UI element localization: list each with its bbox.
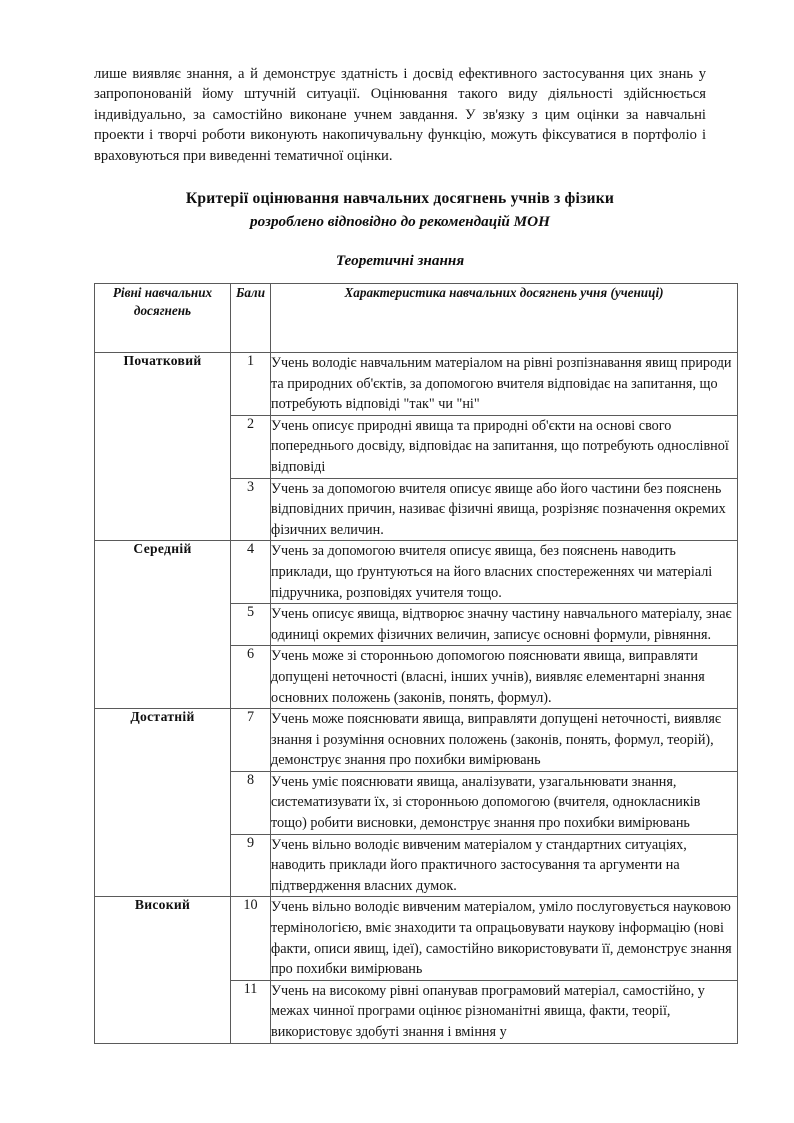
column-header-score: Бали <box>231 284 271 353</box>
score-cell: 7 <box>231 709 271 772</box>
description-cell: Учень уміє пояснювати явища, аналізувати, узагальнювати знання, систематизувати їх, зі сторонньою допомогою (вчителя, однокласників тощо) робити висновки, демонструє знання про похибки вимірювань <box>271 771 738 834</box>
description-cell: Учень може зі сторонньою допомогою пояснювати явища, виправляти допущені неточності (власні, інших учнів), виявляє елементарні знання основних положень (законів, понять, формул). <box>271 646 738 709</box>
page-title: Критерії оцінювання навчальних досягнень учнів з фізики <box>185 190 615 207</box>
table-row <box>95 353 738 416</box>
score-cell: 11 <box>231 980 271 1043</box>
score-cell: 2 <box>231 415 271 478</box>
score-cell: 3 <box>231 478 271 541</box>
table-body <box>95 353 738 1044</box>
score-cell: 6 <box>231 646 271 709</box>
description-cell: Учень вільно володіє вивченим матеріалом у стандартних ситуаціях, наводить приклади його практичного застосування та аргументи на підтвердження власних думок. <box>271 834 738 897</box>
criteria-table <box>94 283 738 1044</box>
score-cell: 1 <box>231 353 271 416</box>
description-cell: Учень володіє навчальним матеріалом на рівні розпізнавання явищ природи та природних об'єктів, за допомогою вчителя відповідає на запитання, що потребують відповіді "так" чи "ні" <box>271 353 738 416</box>
table-row <box>95 897 738 980</box>
table-header-row <box>95 284 738 353</box>
score-cell: 8 <box>231 771 271 834</box>
level-cell: Початковий <box>95 353 231 541</box>
column-header-level: Рівні навчальних досягнень <box>95 284 231 353</box>
intro-paragraph: лише виявляє знання, а й демонструє здатність і досвід ефективного застосування цих знань у запропонованій йому штучній ситуації. Оцінювання такого виду діяльності здійснюється індивідуально, за самостійно виконане учнем завдання. У зв'язку з цим оцінки за навчальні проекти і творчі роботи виконують накопичувальну функцію, можуть фіксуватися в портфоліо і враховуються при виведенні тематичної оцінки. <box>94 65 706 164</box>
description-cell: Учень вільно володіє вивченим матеріалом, уміло послуговується науковою термінологією, вміє знаходити та опрацьовувати наукову інформацію (нові факти, описи явищ, ідеї), самостійно використовувати її, демонструє знання про похибки вимірювань <box>271 897 738 980</box>
page-subtitle: розроблено відповідно до рекомендацій МОН <box>250 213 550 230</box>
description-cell: Учень за допомогою вчителя описує явище або його частини без пояснень відповідних причин, називає фізичні явища, розрізняє позначення окремих фізичних величин. <box>271 478 738 541</box>
score-cell: 10 <box>231 897 271 980</box>
title-block <box>94 188 706 233</box>
section-title: Теоретичні знання <box>335 252 465 269</box>
score-cell: 5 <box>231 604 271 646</box>
level-cell: Достатній <box>95 709 231 897</box>
table-row <box>95 709 738 772</box>
table-row <box>95 541 738 604</box>
description-cell: Учень описує явища, відтворює значну частину навчального матеріалу, знає одиниці окремих фізичних величин, записує основні формули, рівняння. <box>271 604 738 646</box>
description-cell: Учень на високому рівні опанував програмовий матеріал, самостійно, у межах чинної програми оцінює різноманітні явища, факти, теорії, використовує здобуті знання і вміння у <box>271 980 738 1043</box>
score-cell: 9 <box>231 834 271 897</box>
description-cell: Учень описує природні явища та природні об'єкти на основі свого попереднього досвіду, відповідає на запитання, що потребують однослівної відповіді <box>271 415 738 478</box>
column-header-description: Характеристика навчальних досягнень учня (учениці) <box>271 284 738 353</box>
description-cell: Учень за допомогою вчителя описує явища, без пояснень наводить приклади, що ґрунтуються на його власних спостереженнях чи матеріалі підручника, розповідях учителя тощо. <box>271 541 738 604</box>
description-cell: Учень може пояснювати явища, виправляти допущені неточності, виявляє знання і розуміння основних положень (законів, понять, формул, теорій), демонструє знання про похибки вимірювань <box>271 709 738 772</box>
level-cell: Середній <box>95 541 231 709</box>
score-cell: 4 <box>231 541 271 604</box>
level-cell: Високий <box>95 897 231 1043</box>
